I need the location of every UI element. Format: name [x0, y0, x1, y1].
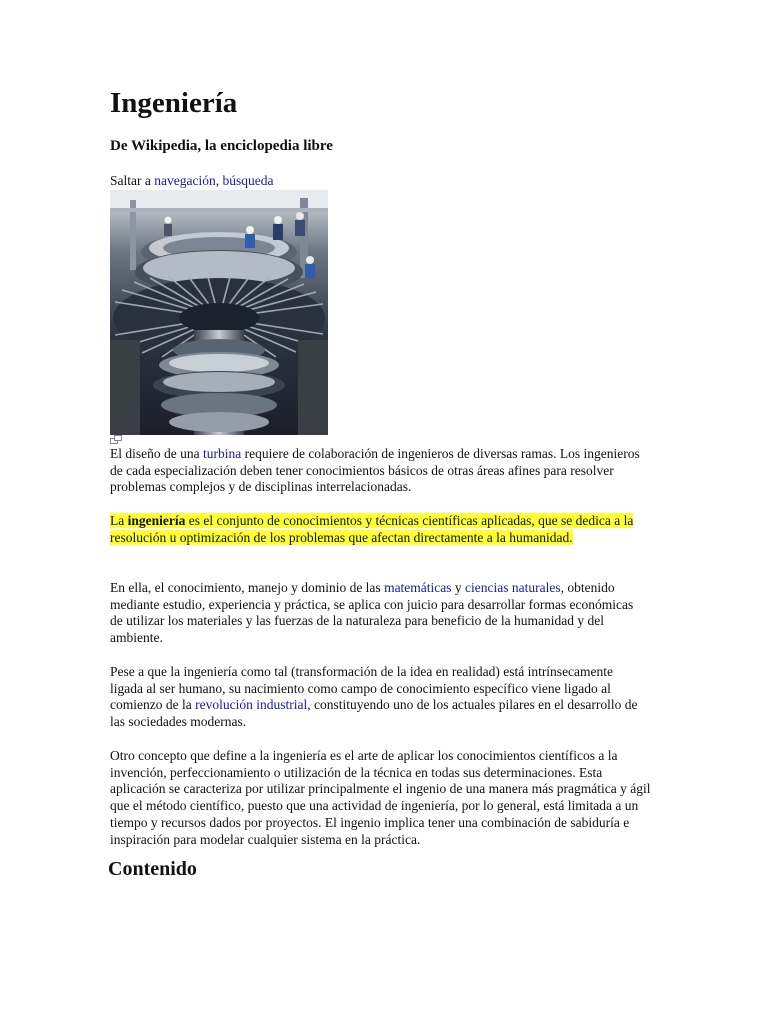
jump-separator: ,	[215, 173, 223, 188]
definition-paragraph	[110, 513, 655, 546]
history-text-end: , constituyendo uno de los actuales pilares en el desarrollo de las sociedades modernas.	[110, 697, 638, 730]
contents-heading: Contenido	[108, 858, 197, 880]
natural-sciences-link[interactable]: ciencias naturales	[465, 580, 561, 595]
turbine-image[interactable]	[110, 190, 328, 435]
history-text-start: Pese a que la ingeniería como tal (transformación de la idea en realidad) está intrínsecamente ligada al ser humano, su nacimiento como campo de conocimiento específico viene ligado al comienzo de la	[110, 664, 614, 713]
turbine-illustration	[110, 190, 328, 435]
mathematics-link[interactable]: matemáticas	[384, 580, 452, 595]
navigation-link[interactable]: navegación	[154, 173, 216, 188]
page-subtitle: De Wikipedia, la enciclopedia libre	[110, 138, 333, 154]
jump-links	[110, 172, 273, 189]
definition-highlight	[110, 513, 633, 545]
science-paragraph	[110, 580, 640, 647]
science-text-mid: y	[451, 580, 466, 595]
magnify-icon[interactable]	[110, 435, 124, 445]
science-text-end: , obtenido mediante estudio, experiencia y práctica, se aplica con juicio para desarrollar formas económicas de utilizar los materiales y las fuerzas de la naturaleza para beneficio de la humanidad y del ambiente.	[110, 580, 634, 646]
caption-text-end: requiere de colaboración de ingenieros de diversas ramas. Los ingenieros de cada especialización deben tener conocimientos básicos de otras áreas afines para resolver problemas complejos y de disciplinas interrelacionadas.	[110, 446, 640, 495]
image-caption	[110, 446, 655, 496]
definition-start: La	[110, 513, 128, 528]
definition-term: ingeniería	[127, 513, 186, 528]
definition-end: es el conjunto de conocimientos y técnicas científicas aplicadas, que se dedica a la resolución u optimización de los problemas que afectan directamente a la humanidad.	[110, 513, 634, 545]
history-paragraph	[110, 664, 640, 731]
jump-prefix: Saltar a	[110, 173, 155, 188]
search-link[interactable]: búsqueda	[222, 173, 274, 188]
concept-paragraph: Otro concepto que define a la ingeniería es el arte de aplicar los conocimientos científicos a la invención, perfeccionamiento o utilización de la técnica en todas sus determinaciones. Esta aplicación se caracteriza por utilizar principalmente el ingenio de una manera más pragmática y ágil que el método científico, puesto que una actividad de ingeniería, por lo general, está limitada a un tiempo y recursos dados por proyectos. El ingenio implica tener una combinación de sabiduría e inspiración para modelar cualquier sistema en la práctica.	[110, 748, 651, 847]
industrial-revolution-link[interactable]: revolución industrial	[195, 697, 308, 713]
caption-text-start: El diseño de una	[110, 446, 203, 461]
page-title: Ingeniería	[110, 87, 238, 119]
science-text-start: En ella, el conocimiento, manejo y dominio de las	[110, 580, 385, 595]
turbine-link[interactable]: turbina	[202, 446, 242, 461]
